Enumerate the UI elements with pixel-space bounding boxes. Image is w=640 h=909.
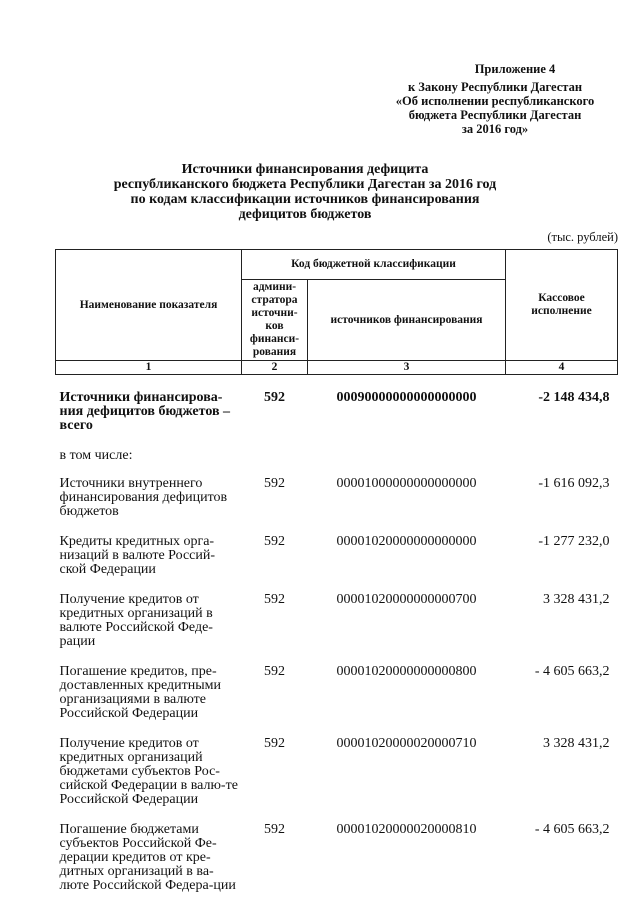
table-row [56, 593, 618, 665]
row-admin-code: 592 [264, 736, 285, 751]
row-amount: - 4 605 663,2 [534, 822, 610, 837]
row-amount: -1 616 092,3 [538, 476, 610, 491]
header-code: Код бюджетной классификации [242, 250, 506, 280]
row-name: Получение кредитов от кредитных организаций бюджетами субъектов Рос-сийской Федерации в валю-те Российской Федерации [59, 736, 238, 807]
col-number: 3 [308, 361, 506, 375]
row-source-code: 00001020000000000000 [336, 534, 477, 549]
table-row [56, 665, 618, 737]
row-amount [506, 449, 618, 477]
title-line: республиканского бюджета Республики Дагестан за 2016 год [113, 177, 497, 192]
appendix-line: «Об исполнении республиканского [395, 94, 595, 108]
row-source-code: 00001020000020000810 [336, 822, 477, 837]
table-row [56, 535, 618, 593]
row-source-code: 00090000000000000000 [336, 390, 477, 405]
col-number: 2 [242, 361, 308, 375]
appendix-line: бюджета Республики Дагестан [408, 108, 582, 122]
row-admin-code: 592 [264, 664, 285, 679]
row-name: Источники финансирова-ния дефицитов бюджетов – всего [59, 390, 231, 433]
units-label: (тыс. рублей) [547, 230, 618, 244]
appendix-number: Приложение 4 [474, 62, 556, 76]
title-line: по кодам классификации источников финансирования [130, 192, 480, 207]
row-name: Погашение кредитов, пре-доставленных кредитными организациями в валюте Российской Федерации [59, 664, 222, 721]
row-name: Получение кредитов от кредитных организаций в валюте Российской Феде-рации [59, 592, 213, 649]
row-admin-code: 592 [264, 592, 285, 607]
header-name: Наименование показателя [56, 250, 242, 361]
row-source-code: 00001020000000000700 [336, 592, 477, 607]
appendix-line: за 2016 год» [461, 122, 529, 136]
budget-table [55, 249, 618, 909]
row-name: Погашение бюджетами субъектов Российской Фе-дерации кредитов от кре-дитных организаций в ва-люте Российской Федера-ции [59, 822, 236, 893]
row-name: в том числе: [59, 448, 133, 463]
row-amount: - 4 605 663,2 [534, 664, 610, 679]
row-source-code [308, 449, 506, 477]
row-admin-code: 592 [264, 534, 285, 549]
row-amount: -2 148 434,8 [538, 390, 610, 405]
row-amount: 3 328 431,2 [543, 592, 610, 607]
row-source-code: 00001020000020000710 [336, 736, 477, 751]
row-name: Кредиты кредитных орга-низаций в валюте Россий-ской Федерации [59, 534, 216, 577]
col-number: 1 [56, 361, 242, 375]
row-admin-code [242, 449, 308, 477]
col-number: 4 [506, 361, 618, 375]
table-row [56, 823, 618, 909]
document-title [60, 162, 550, 222]
row-amount: 3 328 431,2 [543, 736, 610, 751]
table-row [56, 737, 618, 823]
row-source-code: 00001020000000000800 [336, 664, 477, 679]
row-admin-code: 592 [264, 822, 285, 837]
title-line: Источники финансирования дефицита [181, 162, 429, 177]
header-sources: источников финансирования [308, 280, 506, 361]
table-row [56, 449, 618, 477]
row-admin-code: 592 [264, 476, 285, 491]
table-row [56, 375, 618, 450]
header-amount: Кассовое исполнение [506, 250, 618, 361]
appendix-line: к Закону Республики Дагестан [407, 80, 583, 94]
row-name: Источники внутреннего финансирования дефицитов бюджетов [59, 476, 228, 519]
row-source-code: 00001000000000000000 [336, 476, 477, 491]
row-amount: -1 277 232,0 [538, 534, 610, 549]
table-row [56, 477, 618, 535]
appendix-header [380, 62, 610, 136]
title-line: дефицитов бюджетов [238, 207, 372, 222]
header-admin: админи-стратора источни-ков финанси-рования [242, 280, 308, 361]
row-admin-code: 592 [264, 390, 285, 405]
